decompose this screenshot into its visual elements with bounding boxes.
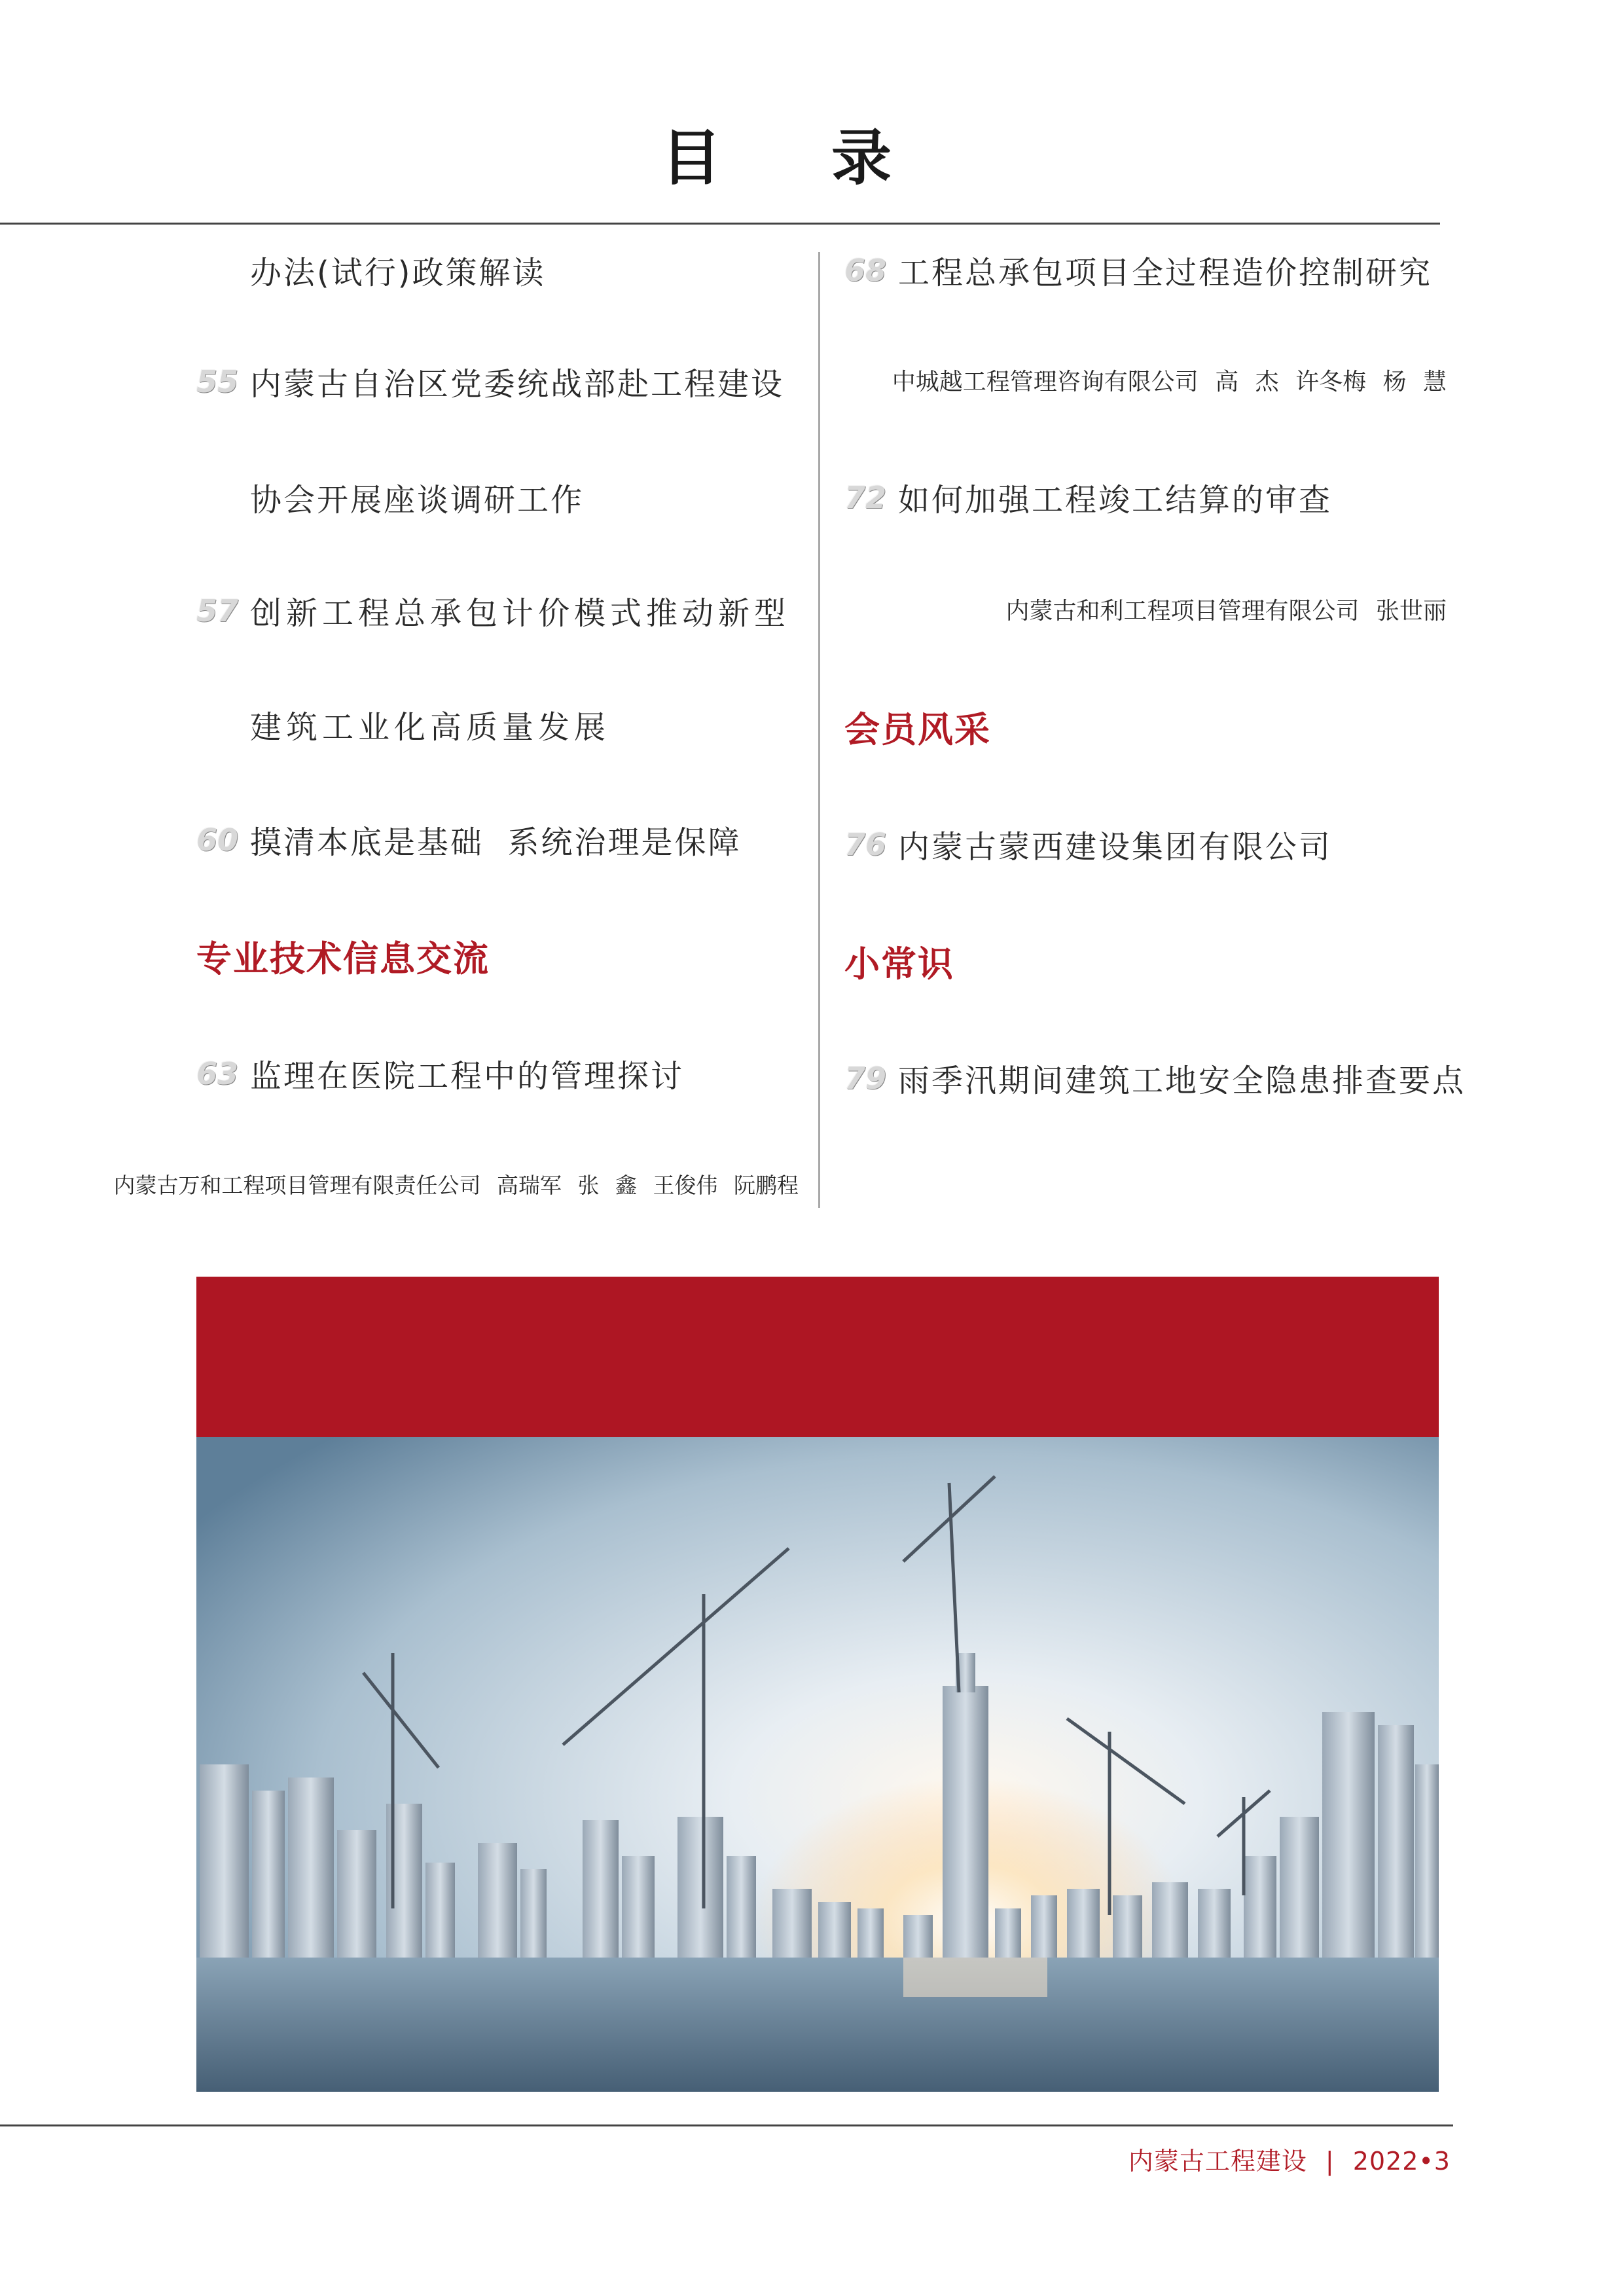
entry-author: 内蒙古和利工程项目管理有限公司 张世丽 [1005,598,1447,625]
toc-entry-63[interactable] [196,1051,684,1096]
water [196,1958,1439,2092]
section-heading-tips: 小常识 [844,943,954,985]
issue-number: 2022•3 [1352,2147,1451,2176]
entry-title-continued[interactable]: 建筑工业化高质量发展 [250,709,611,746]
entry-author: 内蒙古万和工程项目管理有限责任公司 高瑞军 张 鑫 王俊伟 阮鹏程 [113,1173,799,1198]
journal-name: 内蒙古工程建设 [1128,2147,1307,2176]
toc-entry-72[interactable] [844,475,1332,520]
page-number: 76 [844,826,887,862]
toc-entry-60[interactable] [196,817,742,862]
toc-continuation-line[interactable]: 办法(试行)政策解读 [250,255,546,291]
entry-title: 创新工程总承包计价模式推动新型 [250,595,791,632]
column-divider [818,252,820,1208]
entry-title: 如何加强工程竣工结算的审查 [898,482,1333,519]
page-number: 72 [844,479,887,515]
toc-entry-68[interactable] [844,247,1432,293]
entry-title-continued[interactable]: 协会开展座谈调研工作 [250,482,585,519]
page-number: 79 [844,1060,887,1096]
section-heading-tech-exchange: 专业技术信息交流 [196,938,490,979]
page-number: 55 [196,363,239,399]
entry-title: 雨季汛期间建筑工地安全隐患排查要点 [898,1063,1466,1099]
page-number: 63 [196,1055,239,1091]
page-number: 68 [844,252,887,288]
footer-separator: | [1325,2147,1335,2176]
cover-photo-block [196,1277,1439,2092]
page-footer [1128,2141,1451,2177]
page-number: 60 [196,822,239,858]
bottom-rule [0,2124,1453,2126]
entry-title: 摸清本底是基础 系统治理是保障 [250,824,742,861]
construction-skyline-photo [196,1437,1439,2092]
entry-title: 内蒙古自治区党委统战部赴工程建设 [250,366,785,403]
page-title [661,110,897,196]
page-number: 57 [196,593,239,629]
page-title-char-1: 目 [661,122,727,193]
toc-entry-55[interactable] [196,359,784,404]
sun-reflection [903,1958,1047,1997]
entry-title: 内蒙古蒙西建设集团有限公司 [898,829,1333,866]
entry-title: 监理在医院工程中的管理探讨 [250,1058,685,1095]
toc-entry-57[interactable] [196,588,790,633]
top-rule [0,223,1440,225]
toc-entry-76[interactable] [844,822,1332,867]
entry-title: 工程总承包项目全过程造价控制研究 [898,255,1433,291]
red-banner [196,1277,1439,1437]
toc-entry-79[interactable] [844,1055,1466,1101]
page-title-char-2: 录 [831,122,897,193]
entry-author: 中城越工程管理咨询有限公司 高 杰 许冬梅 杨 慧 [892,369,1447,395]
section-heading-member-showcase: 会员风采 [844,709,991,750]
